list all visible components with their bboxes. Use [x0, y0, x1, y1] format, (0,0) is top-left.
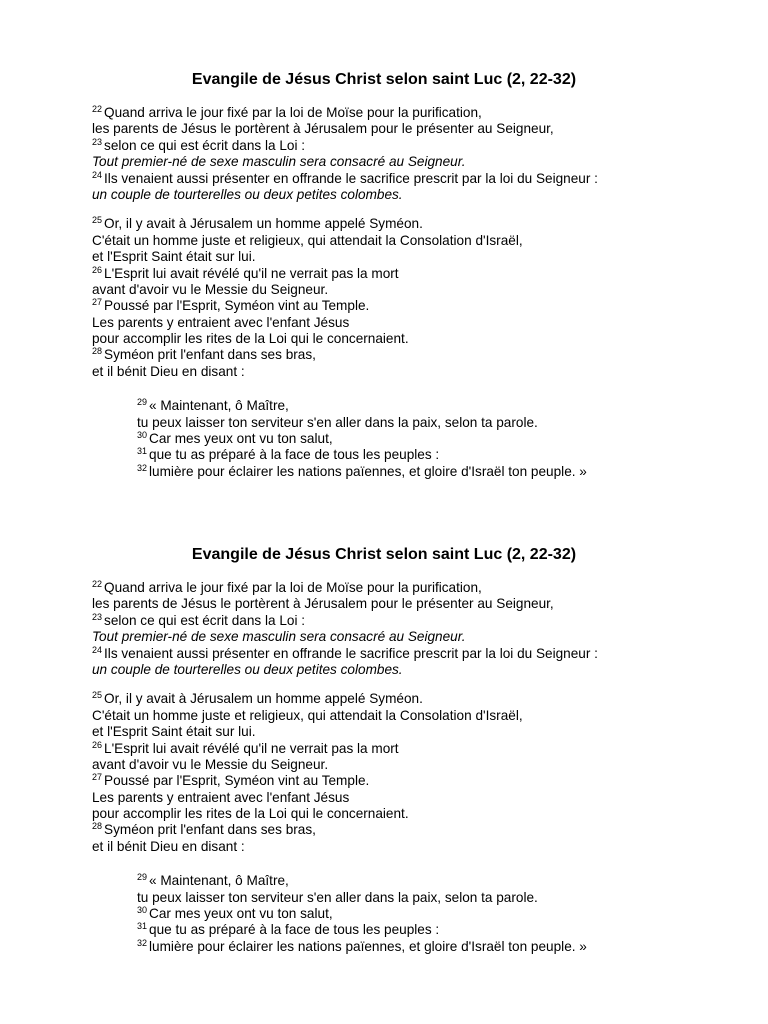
verse-line: [92, 266, 752, 282]
verse-line: [92, 233, 752, 249]
verse-text: que tu as préparé à la face de tous les peuples :: [149, 447, 440, 463]
verse-text: selon ce qui est écrit dans la Loi :: [104, 137, 306, 153]
paragraph-gap: [92, 678, 752, 691]
canticle-line: [92, 873, 752, 889]
verse-text: un couple de tourterelles ou deux petites colombes.: [92, 186, 403, 202]
verse-text: pour accomplir les rites de la Loi qui le concernaient.: [92, 331, 409, 347]
verse-text: Ils venaient aussi présenter en offrande le sacrifice prescrit par la loi du Seigneur :: [104, 170, 598, 186]
verse-line: [92, 773, 752, 789]
verse-text: Syméon prit l'enfant dans ses bras,: [104, 822, 316, 838]
verse-text: les parents de Jésus le portèrent à Jérusalem pour le présenter au Seigneur,: [92, 121, 554, 137]
verse-text: Or, il y avait à Jérusalem un homme appelé Syméon.: [104, 691, 423, 707]
verse-number: 32: [137, 462, 148, 473]
verse-line: [92, 596, 752, 612]
verse-number: 24: [92, 644, 103, 655]
verse-line: [92, 790, 752, 806]
paragraph-gap: [92, 203, 752, 216]
verse-line: [92, 282, 752, 298]
verse-text: Or, il y avait à Jérusalem un homme appelé Syméon.: [104, 216, 423, 232]
verse-text: Les parents y entraient avec l'enfant Jésus: [92, 789, 350, 805]
verse-line: [92, 138, 752, 154]
reading-2: [0, 545, 768, 954]
verse-number: 28: [92, 821, 103, 832]
verse-line: [92, 364, 752, 380]
verse-line: [92, 580, 752, 596]
verse-text: lumière pour éclairer les nations païennes, et gloire d'Israël ton peuple. »: [149, 463, 587, 479]
verse-text: C'était un homme juste et religieux, qui attendait la Consolation d'Israël,: [92, 707, 523, 723]
canticle-line: [92, 890, 752, 906]
verse-text: tu peux laisser ton serviteur s'en aller dans la paix, selon ta parole.: [137, 889, 538, 905]
verse-text: Car mes yeux ont vu ton salut,: [149, 431, 333, 447]
verse-line: [92, 822, 752, 838]
scripture-quote-line: [92, 662, 752, 678]
verse-line: [92, 741, 752, 757]
reading-text: [92, 580, 752, 955]
verse-number: 25: [92, 215, 103, 226]
canticle-line: [92, 939, 752, 955]
verse-line: [92, 249, 752, 265]
scripture-quote-line: [92, 629, 752, 645]
scripture-quote-line: [92, 187, 752, 203]
verse-number: 29: [137, 872, 148, 883]
verse-number: 31: [137, 921, 148, 932]
verse-line: [92, 298, 752, 314]
verse-number: 27: [92, 772, 103, 783]
verse-line: [92, 691, 752, 707]
verse-text: Les parents y entraient avec l'enfant Jésus: [92, 314, 350, 330]
verse-line: [92, 347, 752, 363]
canticle-line: [92, 415, 752, 431]
verse-text: et il bénit Dieu en disant :: [92, 363, 245, 379]
verse-line: [92, 121, 752, 137]
verse-line: [92, 724, 752, 740]
verse-line: [92, 331, 752, 347]
verse-number: 23: [92, 136, 103, 147]
canticle-line: [92, 464, 752, 480]
verse-line: [92, 315, 752, 331]
verse-number: 30: [137, 905, 148, 916]
verse-text: avant d'avoir vu le Messie du Seigneur.: [92, 281, 329, 297]
reading-1: [0, 70, 768, 479]
canticle-line: [92, 906, 752, 922]
verse-line: [92, 708, 752, 724]
verse-number: 26: [92, 739, 103, 750]
verse-text: Ils venaient aussi présenter en offrande le sacrifice prescrit par la loi du Seigneur :: [104, 645, 598, 661]
reading-text: [92, 105, 752, 480]
verse-text: tu peux laisser ton serviteur s'en aller dans la paix, selon ta parole.: [137, 414, 538, 430]
paragraph-gap: [92, 380, 752, 398]
verse-number: 26: [92, 264, 103, 275]
verse-text: et l'Esprit Saint était sur lui.: [92, 249, 256, 265]
verse-text: Quand arriva le jour fixé par la loi de Moïse pour la purification,: [104, 105, 482, 120]
verse-line: [92, 216, 752, 232]
canticle-line: [92, 447, 752, 463]
verse-text: « Maintenant, ô Maître,: [149, 398, 289, 414]
verse-number: 30: [137, 430, 148, 441]
paragraph-gap: [92, 855, 752, 873]
verse-text: Tout premier-né de sexe masculin sera consacré au Seigneur.: [92, 629, 466, 645]
verse-line: [92, 806, 752, 822]
verse-text: lumière pour éclairer les nations païennes, et gloire d'Israël ton peuple. »: [149, 938, 587, 954]
verse-text: C'était un homme juste et religieux, qui attendait la Consolation d'Israël,: [92, 232, 523, 248]
canticle-line: [92, 922, 752, 938]
verse-number: 25: [92, 690, 103, 701]
verse-text: L'Esprit lui avait révélé qu'il ne verrait pas la mort: [104, 740, 399, 756]
verse-number: 31: [137, 446, 148, 457]
verse-number: 32: [137, 937, 148, 948]
verse-number: 22: [92, 579, 103, 589]
verse-text: Tout premier-né de sexe masculin sera consacré au Seigneur.: [92, 154, 466, 170]
canticle-line: [92, 398, 752, 414]
verse-text: Syméon prit l'enfant dans ses bras,: [104, 347, 316, 363]
verse-line: [92, 646, 752, 662]
scripture-quote-line: [92, 154, 752, 170]
verse-text: Quand arriva le jour fixé par la loi de Moïse pour la purification,: [104, 580, 482, 595]
verse-number: 27: [92, 297, 103, 308]
verse-number: 28: [92, 346, 103, 357]
verse-text: et l'Esprit Saint était sur lui.: [92, 724, 256, 740]
verse-text: Car mes yeux ont vu ton salut,: [149, 906, 333, 922]
verse-text: « Maintenant, ô Maître,: [149, 873, 289, 889]
verse-text: les parents de Jésus le portèrent à Jérusalem pour le présenter au Seigneur,: [92, 596, 554, 612]
verse-number: 29: [137, 397, 148, 408]
verse-text: Poussé par l'Esprit, Syméon vint au Temple.: [104, 298, 370, 314]
verse-text: avant d'avoir vu le Messie du Seigneur.: [92, 756, 329, 772]
reading-title: Evangile de Jésus Christ selon saint Luc (2, 22-32): [191, 546, 577, 563]
verse-line: [92, 613, 752, 629]
reading-title: Evangile de Jésus Christ selon saint Luc (2, 22-32): [191, 71, 577, 88]
verse-line: [92, 171, 752, 187]
verse-line: [92, 105, 752, 121]
verse-text: selon ce qui est écrit dans la Loi :: [104, 612, 306, 628]
verse-line: [92, 757, 752, 773]
verse-text: pour accomplir les rites de la Loi qui le concernaient.: [92, 806, 409, 822]
verse-number: 22: [92, 104, 103, 114]
verse-text: et il bénit Dieu en disant :: [92, 838, 245, 854]
verse-number: 23: [92, 611, 103, 622]
canticle-line: [92, 431, 752, 447]
verse-text: Poussé par l'Esprit, Syméon vint au Temple.: [104, 773, 370, 789]
verse-text: un couple de tourterelles ou deux petites colombes.: [92, 661, 403, 677]
verse-number: 24: [92, 169, 103, 180]
verse-text: L'Esprit lui avait révélé qu'il ne verrait pas la mort: [104, 265, 399, 281]
verse-text: que tu as préparé à la face de tous les peuples :: [149, 922, 440, 938]
verse-line: [92, 839, 752, 855]
